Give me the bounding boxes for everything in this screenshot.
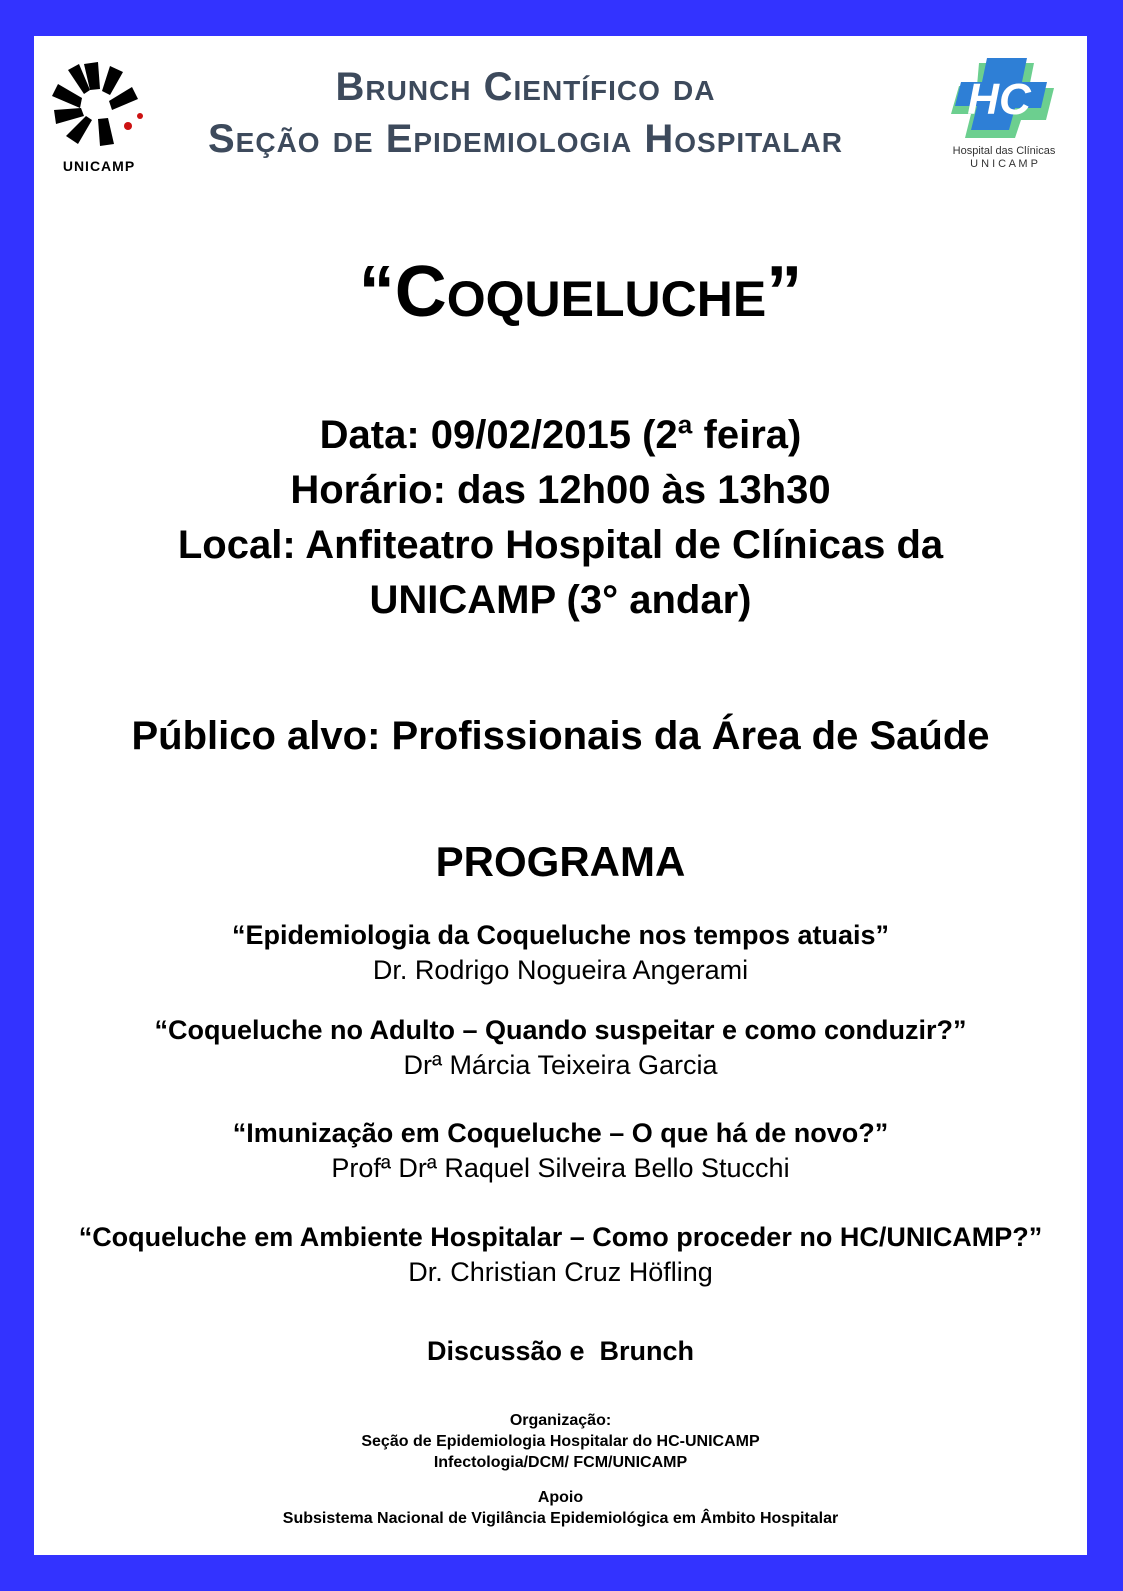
- header-line-1: Brunch Científico da: [335, 65, 716, 109]
- header-line-2: Seção de Epidemiologia Hospitalar: [208, 117, 843, 161]
- organization-line-1: Seção de Epidemiologia Hospitalar do HC-UNICAMP: [361, 1433, 760, 1450]
- hc-mark: HC: [967, 75, 1031, 124]
- support-line-1: Subsistema Nacional de Vigilância Epidemiológica em Âmbito Hospitalar: [282, 1510, 839, 1527]
- programa-heading: PROGRAMA: [435, 838, 686, 885]
- event-date: Data: 09/02/2015 (2ª feira): [319, 413, 802, 457]
- target-audience: Público alvo: Profissionais da Área de Saúde: [131, 714, 990, 758]
- hc-sub-2: U N I C A M P: [970, 158, 1038, 170]
- event-place-2: UNICAMP (3° andar): [369, 578, 752, 622]
- talk-title: “Epidemiologia da Coqueluche nos tempos atuais”: [231, 920, 890, 950]
- support-label: Apoio: [537, 1489, 584, 1506]
- talk-title: “Imunização em Coqueluche – O que há de novo?”: [232, 1118, 889, 1148]
- event-place-1: Local: Anfiteatro Hospital de Clínicas da: [177, 523, 944, 567]
- closing-line: Discussão e Brunch: [426, 1336, 695, 1366]
- organization-label: Organização:: [509, 1412, 612, 1429]
- talk-speaker: Profª Drª Raquel Silveira Bello Stucchi: [331, 1153, 790, 1183]
- talk-speaker: Dr. Rodrigo Nogueira Angerami: [372, 955, 749, 985]
- poster: [34, 36, 1087, 1555]
- talk-title: “Coqueluche no Adulto – Quando suspeitar e como conduzir?”: [154, 1015, 967, 1045]
- organization-line-2: Infectologia/DCM/ FCM/UNICAMP: [433, 1454, 688, 1471]
- unicamp-label: UNICAMP: [62, 158, 136, 174]
- main-title: “Coqueluche”: [358, 252, 803, 332]
- talk-speaker: Dr. Christian Cruz Höfling: [408, 1257, 713, 1287]
- hc-sub-1: Hospital das Clínicas: [952, 145, 1056, 157]
- talk-speaker: Drª Márcia Teixeira Garcia: [403, 1050, 718, 1080]
- talk-title: “Coqueluche em Ambiente Hospitalar – Como proceder no HC/UNICAMP?”: [78, 1222, 1043, 1252]
- event-time: Horário: das 12h00 às 13h30: [290, 468, 831, 512]
